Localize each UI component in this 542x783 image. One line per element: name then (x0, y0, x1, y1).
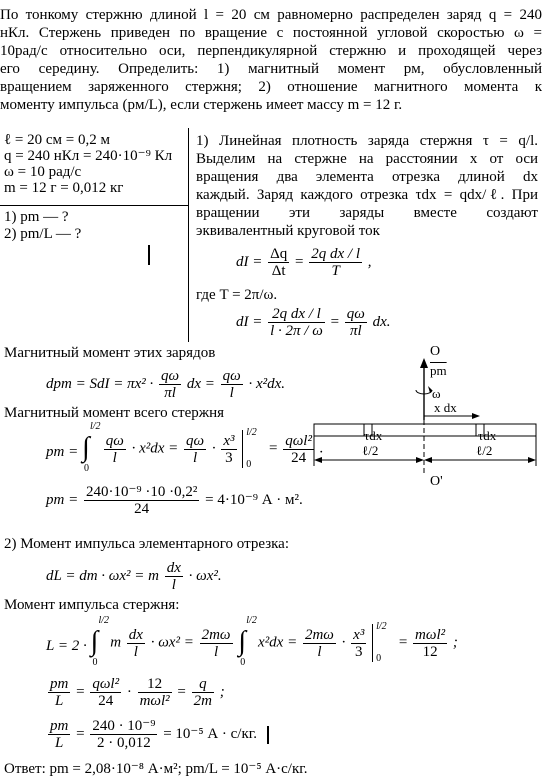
section-heading: Магнитный момент всего стержня (4, 405, 225, 421)
text-cursor (267, 726, 269, 744)
label-pm: $\overline{pm}$ (430, 363, 447, 378)
eval-bar: l/2 0 (242, 430, 265, 468)
rod-diagram-svg (312, 344, 538, 494)
label-tdx-left: τdx (364, 428, 383, 443)
label-omega: ω (432, 386, 441, 401)
solution-line: вращения два элемента отрезка длиной dx (196, 169, 538, 185)
solution-line: каждый. Заряд каждого отрезка τdx = qdx/ℓ. При (196, 187, 538, 203)
pm-arrowhead (420, 358, 428, 368)
given-item: ℓ = 20 см = 0,2 м (4, 132, 110, 148)
given-item: m = 12 г = 0,012 кг (4, 180, 124, 196)
problem-line: нКл. Стержень приведен по вращение с постоянной угловой скоростью ω = (0, 25, 542, 41)
solution-line: вращении эти заряды вместе создают (196, 205, 538, 221)
equation-di-2: dI = $\frac{\text{2q dx / l}}{l \cdot 2\pi / \omega}$ = $\frac{q\omega}{\pi l}$ dx. (236, 306, 391, 339)
find-item: 1) pm — ? (4, 209, 69, 225)
section-heading: Магнитный момент этих зарядов (4, 345, 216, 361)
equation-dpm: dpm = SdI = πx² · $\frac{q\omega}{\pi l}$ dx = $\frac{q\omega}{l}$ · x²dx. (46, 368, 286, 401)
problem-line: 10рад/с относительно оси, перпендикулярной стержню и проходящей через (0, 43, 542, 59)
integral-sign: ∫ l/2 0 (81, 421, 101, 474)
equation-ratio: $\frac{pm}{L}$ = $\frac{\text{qωl²}}{24}$ · $\frac{12}{\text{mωl²}}$ = $\frac{q}{2m}$ ; (50, 676, 225, 709)
half-length-right-arrowhead (528, 457, 536, 463)
label-o-prime: O' (430, 474, 443, 489)
integral-sign: ∫ l/2 0 (90, 615, 110, 668)
section-heading: 2) Момент импульса элементарного отрезка: (4, 536, 289, 552)
half-length-left-arrowhead (416, 457, 424, 463)
eval-bar: l/2 0 (372, 624, 395, 662)
problem-line: его середину. Определить: 1) магнитный момент pм, обусловленный (0, 61, 542, 77)
where-line: где T = 2π/ω. (196, 287, 278, 303)
text-cursor (148, 245, 150, 265)
problem-line: моменту импульса (pм/L), если стержень имеет массу m = 12 г. (0, 97, 403, 113)
solution-line: эквивалентный круговой ток (196, 223, 380, 239)
given-item: ω = 10 рад/с (4, 164, 82, 180)
equation-l-integral: L = 2 · ∫ l/2 0 m $\frac{dx}{l}$ · ωx² = $\frac{2m\omega}{l}$ ∫ l/2 0 x²dx = $\frac{2m\omega}{l}$ · $\frac{\text{x³}}{3}$ l/2 0 = $\frac{\text{mωl²}}{12}$ ; (46, 615, 458, 668)
equation-dl: dL = dm · ωx² = m $\frac{dx}{l}$ · ωx². (46, 560, 222, 593)
section-heading: Момент импульса стержня: (4, 597, 180, 613)
rod (314, 424, 536, 436)
find-item: 2) pm/L — ? (4, 226, 82, 242)
given-vertical-rule (188, 128, 189, 342)
answer-line: Ответ: pm = 2,08·10⁻⁸ А·м²; pm/L = 10⁻⁵ А·с/кг. (4, 761, 308, 777)
label-tdx-right: τdx (478, 428, 497, 443)
label-o: O (430, 344, 441, 359)
given-divider (0, 205, 188, 206)
solution-line: Выделим на стержне на расстоянии x от оси (196, 151, 538, 167)
equation-pm-integral: pm = ∫ l/2 0 $\frac{q\omega}{l}$ · x²dx = $\frac{q\omega}{l}$ · $\frac{\text{x³}}{3}$ l/2 0 = $\frac{\text{qωl²}}{24}$ . (46, 421, 324, 474)
problem-line: По тонкому стержню длиной l = 20 см равномерно распределен заряд q = 240 (0, 7, 542, 23)
half-length-left-arrowhead (314, 457, 322, 463)
label-half-right: ℓ/2 (476, 443, 493, 458)
integral-sign: ∫ l/2 0 (238, 615, 257, 668)
problem-line: вращением заряженного стержня; 2) отношение магнитного момента к (0, 79, 542, 95)
x-arrowhead (472, 413, 480, 419)
solution-line: 1) Линейная плотность заряда стержня τ = q/l. (196, 133, 538, 149)
half-length-right-arrowhead (424, 457, 432, 463)
label-xdx: x dx (434, 400, 457, 415)
equation-pm-numeric: pm = $\frac{\text{240·10⁻⁹ ·10 ·0,2²}}{24}$ = 4·10⁻⁹ А · м². (46, 484, 303, 517)
equation-di-1: dI = $\frac{\Delta q}{\Delta t}$ = $\frac{\text{2q dx / l}}{T}$ , (236, 246, 372, 279)
equation-ratio-numeric: $\frac{pm}{L}$ = $\frac{\text{240 · 10⁻⁹}}{2 \cdot 0,012}$ = 10⁻⁵ А · с/кг. (46, 718, 269, 751)
label-half-left: ℓ/2 (362, 443, 379, 458)
given-item: q = 240 нКл = 240·10⁻⁹ Кл (4, 148, 173, 164)
